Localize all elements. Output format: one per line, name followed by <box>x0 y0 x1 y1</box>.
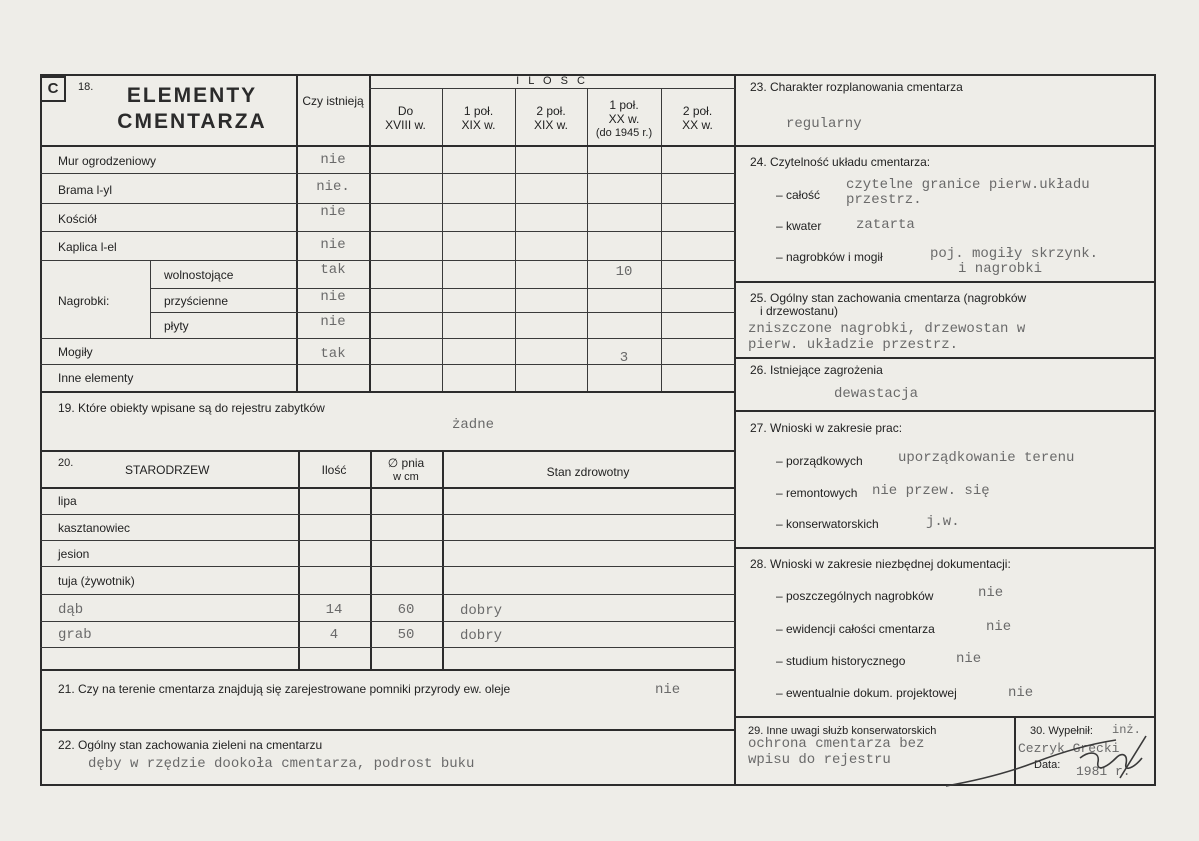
section-18-title-line2: CMENTARZA <box>117 110 267 133</box>
section-23-label: 23. Charakter rozplanowania cmentarza <box>750 80 963 94</box>
element-row-label: Kościół <box>58 212 97 226</box>
section-28-item-label: – ewidencji całości cmentarza <box>776 622 935 636</box>
element-row-label: Kaplica l-el <box>58 240 117 254</box>
element-exists-value: nie <box>320 152 346 168</box>
section-23-value: regularny <box>786 116 862 132</box>
section-24-item-value-cont: przestrz. <box>846 192 922 208</box>
tree-row-name: tuja (żywotnik) <box>58 574 135 588</box>
period-header-1-line2: XVIII w. <box>385 118 426 132</box>
period-header-4-line3: (do 1945 r.) <box>595 127 653 139</box>
section-21-value: nie <box>655 682 681 698</box>
section-28-item-value: nie <box>1008 685 1034 701</box>
tree-count-value: 14 <box>325 602 343 618</box>
period-header-4-line1: 1 poł. <box>609 98 639 112</box>
filled-by-title: inż. <box>1112 723 1141 737</box>
section-19-label: 19. Które obiekty wpisane są do rejestru zabytków <box>58 401 325 415</box>
tree-count-header: Ilość <box>321 463 347 477</box>
element-exists-value: nie <box>320 314 346 330</box>
tree-row-name: kasztanowiec <box>58 521 131 535</box>
element-exists-value: nie <box>320 289 346 305</box>
section-18-number: 18. <box>78 81 94 93</box>
section-27-item-label: – remontowych <box>776 486 858 500</box>
section-26-label: 26. Istniejące zagrożenia <box>750 363 883 377</box>
period-header-3-line1: 2 poł. <box>536 104 566 118</box>
filled-by-name: Cezryk Grecki <box>1018 741 1120 756</box>
tree-diameter-value: 50 <box>397 627 415 643</box>
section-25-label: 25. Ogólny stan zachowania cmentarza (nagrobków <box>750 291 1027 305</box>
section-28-item-label: – ewentualnie dokum. projektowej <box>776 686 957 700</box>
section-24-item-value: poj. mogiły skrzynk. <box>930 246 1099 262</box>
element-row-label: wolnostojące <box>164 268 234 282</box>
element-count-value: 3 <box>619 350 629 366</box>
tree-diameter-header-line1: ∅ pnia <box>387 456 425 470</box>
period-header-3-line2: XIX w. <box>533 118 568 132</box>
section-27-item-value: nie przew. się <box>872 483 990 499</box>
tree-diameter-value: 60 <box>397 602 415 618</box>
period-header-4-line2: XX w. <box>608 112 640 126</box>
section-30-label: 30. Wypełnił: <box>1030 725 1093 737</box>
section-29-value-cont: wpisu do rejestru <box>748 752 891 768</box>
section-21-label: 21. Czy na terenie cmentarza znajdują się zarejestrowane pomniki przyrody ew. oleje <box>58 682 511 696</box>
exists-column-header: Czy istnieją <box>302 94 364 108</box>
period-header-2-line1: 1 poł. <box>463 104 494 118</box>
section-25-label-cont: i drzewostanu) <box>760 304 839 318</box>
period-header-5-line2: XX w. <box>682 118 713 132</box>
date-label: Data: <box>1034 759 1061 771</box>
section-24-item-value-cont: i nagrobki <box>958 261 1043 277</box>
section-24-label: 24. Czytelność układu cmentarza: <box>750 155 931 169</box>
section-29-value: ochrona cmentarza bez <box>748 736 925 752</box>
section-25-value: zniszczone nagrobki, drzewostan w <box>748 321 1026 337</box>
element-row-label: Mogiły <box>58 345 93 359</box>
section-19-value: żadne <box>452 417 495 433</box>
section-20-title: STARODRZEW <box>125 463 210 477</box>
tree-row-name: grab <box>58 627 92 643</box>
section-28-item-value: nie <box>978 585 1004 601</box>
element-exists-value: tak <box>320 346 346 362</box>
section-26-value: dewastacja <box>834 386 919 402</box>
section-28-item-label: – poszczególnych nagrobków <box>776 589 934 603</box>
section-28-item-value: nie <box>956 651 982 667</box>
element-row-label: płyty <box>164 319 189 333</box>
section-27-label: 27. Wnioski w zakresie prac: <box>750 421 903 435</box>
section-28-item-label: – studium historycznego <box>776 654 906 668</box>
section-28-item-value: nie <box>986 619 1012 635</box>
date-value: 1981 r. <box>1076 764 1131 779</box>
tree-health-value: dobry <box>460 628 503 644</box>
form-letter-box: C <box>40 76 66 102</box>
section-24-item-label: – kwater <box>776 219 822 233</box>
section-27-item-label: – porządkowych <box>776 454 863 468</box>
section-20-number: 20. <box>58 457 74 469</box>
period-header-1-line1: Do <box>397 104 414 118</box>
tree-row-name: lipa <box>58 494 77 508</box>
tree-row-name: jesion <box>58 547 90 561</box>
section-27-item-value: j.w. <box>926 514 960 530</box>
quantity-header: I L O Ś C <box>516 75 588 87</box>
element-row-label: Brama l-yl <box>58 183 113 197</box>
section-24-item-value: czytelne granice pierw.układu <box>846 177 1090 193</box>
element-exists-value: nie <box>320 204 346 220</box>
nagrobki-group-label: Nagrobki: <box>58 294 110 308</box>
tree-health-header: Stan zdrowotny <box>546 465 630 479</box>
handwritten-signature <box>940 728 1160 798</box>
element-exists-value: nie. <box>316 179 350 195</box>
element-exists-value: tak <box>320 262 346 278</box>
tree-diameter-header-line2: w cm <box>393 471 419 483</box>
element-row-label: Inne elementy <box>58 371 134 385</box>
section-24-item-label: – całość <box>776 188 821 202</box>
section-27-item-value: uporządkowanie terenu <box>898 450 1075 466</box>
section-27-item-label: – konserwatorskich <box>776 517 879 531</box>
element-exists-value: nie <box>320 237 346 253</box>
section-22-value: dęby w rzędzie dookoła cmentarza, podrost buku <box>88 756 475 772</box>
section-22-label: 22. Ogólny stan zachowania zieleni na cmentarzu <box>58 738 323 752</box>
section-28-label: 28. Wnioski w zakresie niezbędnej dokumentacji: <box>750 557 1011 571</box>
element-row-label: przyścienne <box>164 294 229 308</box>
section-24-item-label: – nagrobków i mogił <box>776 250 883 264</box>
element-count-value: 10 <box>615 264 633 280</box>
section-29-label: 29. Inne uwagi służb konserwatorskich <box>748 725 937 737</box>
tree-health-value: dobry <box>460 603 503 619</box>
section-24-item-value: zatarta <box>856 217 915 233</box>
element-row-label: Mur ogrodzeniowy <box>58 154 157 168</box>
tree-row-name: dąb <box>58 602 84 618</box>
tree-count-value: 4 <box>329 627 339 643</box>
period-header-5-line1: 2 poł. <box>682 104 713 118</box>
period-header-2-line2: XIX w. <box>461 118 496 132</box>
section-25-value-cont: pierw. układzie przestrz. <box>748 337 959 353</box>
section-18-title-line1: ELEMENTY <box>126 84 258 107</box>
